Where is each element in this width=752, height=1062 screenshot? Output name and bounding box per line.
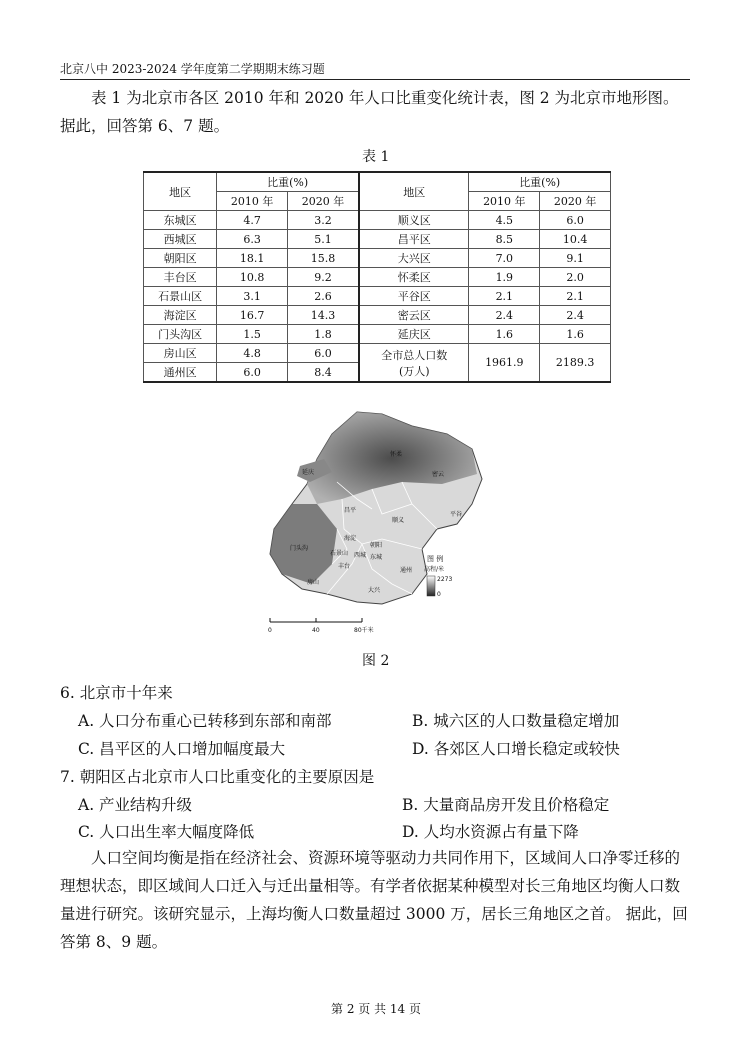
region-name: 东城区 [144, 211, 217, 230]
col-2020-left: 2020 年 [288, 192, 360, 211]
region-name: 大兴区 [359, 249, 469, 268]
legend-max: 2273 [437, 576, 453, 583]
table-row [144, 211, 611, 230]
passage-2: 人口空间均衡是指在经济社会、资源环境等驱动力共同作用下，区域间人口净零迁移的理想状态，即区域间人口迁入与迁出量相等。有学者依据某种模型对长三角地区均衡人口数量进行研究。该研究显示，上海均衡人口数量超过 3000 万，居长三角地区之首。 据此，回答第 8、9 题。 [60, 849, 688, 951]
label-chaoyang: 朝阳 [370, 542, 383, 549]
label-fangshan: 房山 [307, 579, 320, 586]
value-2020: 6.0 [288, 344, 360, 363]
value-2010: 10.8 [217, 268, 288, 287]
col-share-left: 比重(%) [217, 172, 359, 192]
total-label-line2: (万人) [398, 364, 430, 378]
label-fengtai: 丰台 [338, 563, 351, 570]
total-2010: 1961.9 [469, 344, 540, 383]
table-row [144, 249, 611, 268]
scale-80: 80千米 [354, 627, 374, 634]
value-2010: 2.4 [469, 306, 540, 325]
label-dongcheng: 东城 [370, 554, 383, 561]
legend-ramp [427, 576, 435, 596]
region-name: 门头沟区 [144, 325, 217, 344]
q6-option-a: A. 人口分布重心已转移到东部和南部 [78, 712, 332, 730]
label-haidian: 海淀 [344, 535, 357, 542]
value-2010: 4.7 [217, 211, 288, 230]
scale-bar [268, 618, 374, 634]
value-2010: 6.0 [217, 363, 288, 383]
page-footer: 第 2 页 共 14 页 [331, 1002, 421, 1016]
beijing-terrain-map [262, 404, 492, 634]
value-2020: 1.8 [288, 325, 360, 344]
value-2010: 4.5 [469, 211, 540, 230]
question-6-stem: 6. 北京市十年来 [60, 684, 173, 702]
col-share-right: 比重(%) [469, 172, 611, 192]
total-2020: 2189.3 [540, 344, 611, 383]
region-name: 平谷区 [359, 287, 469, 306]
value-2010: 7.0 [469, 249, 540, 268]
value-2010: 2.1 [469, 287, 540, 306]
label-mentougou: 门头沟 [290, 545, 309, 552]
population-table [143, 171, 611, 383]
label-yanqing: 延庆 [302, 469, 315, 476]
value-2010: 1.6 [469, 325, 540, 344]
value-2020: 15.8 [288, 249, 360, 268]
label-miyun: 密云 [432, 471, 445, 478]
col-2010-left: 2010 年 [217, 192, 288, 211]
value-2020: 8.4 [288, 363, 360, 383]
value-2010: 1.9 [469, 268, 540, 287]
region-name: 延庆区 [359, 325, 469, 344]
region-name: 石景山区 [144, 287, 217, 306]
region-name: 昌平区 [359, 230, 469, 249]
value-2020: 2.1 [540, 287, 611, 306]
region-name: 顺义区 [359, 211, 469, 230]
value-2020: 2.6 [288, 287, 360, 306]
region-name: 西城区 [144, 230, 217, 249]
region-name: 通州区 [144, 363, 217, 383]
value-2020: 5.1 [288, 230, 360, 249]
value-2020: 14.3 [288, 306, 360, 325]
region-name: 丰台区 [144, 268, 217, 287]
scale-0: 0 [268, 627, 272, 634]
q6-option-c: C. 昌平区的人口增加幅度最大 [78, 740, 286, 758]
q7-option-c: C. 人口出生率大幅度降低 [78, 823, 255, 841]
label-huairou: 怀柔 [390, 451, 403, 458]
value-2010: 16.7 [217, 306, 288, 325]
value-2020: 2.0 [540, 268, 611, 287]
legend-subtitle: 高程/米 [424, 566, 445, 573]
col-2010-right: 2010 年 [469, 192, 540, 211]
value-2020: 2.4 [540, 306, 611, 325]
total-label [359, 344, 469, 383]
value-2010: 6.3 [217, 230, 288, 249]
region-name: 密云区 [359, 306, 469, 325]
legend-title: 图 例 [427, 555, 444, 563]
label-tongzhou: 通州 [400, 567, 413, 574]
value-2020: 1.6 [540, 325, 611, 344]
table-caption: 表 1 [362, 149, 390, 165]
scale-40: 40 [312, 627, 320, 634]
label-daxing: 大兴 [368, 587, 381, 594]
value-2020: 9.2 [288, 268, 360, 287]
col-region-left: 地区 [144, 172, 217, 211]
col-2020-right: 2020 年 [540, 192, 611, 211]
col-region-right: 地区 [359, 172, 469, 211]
table-row [144, 344, 611, 363]
label-shunyi: 顺义 [392, 517, 405, 524]
q6-option-d: D. 各郊区人口增长稳定或较快 [412, 740, 620, 758]
q7-option-a: A. 产业结构升级 [78, 796, 193, 814]
q7-option-d: D. 人均水资源占有量下降 [402, 823, 579, 841]
region-name: 怀柔区 [359, 268, 469, 287]
region-name: 海淀区 [144, 306, 217, 325]
total-label-line1: 全市总人口数 [381, 348, 448, 362]
table-row [144, 230, 611, 249]
label-xicheng: 西城 [354, 552, 367, 559]
intro-paragraph: 表 1 为北京市各区 2010 年和 2020 年人口比重变化统计表，图 2 为北京市地形图。据此，回答第 6、7 题。 [60, 89, 679, 135]
value-2020: 10.4 [540, 230, 611, 249]
page-header: 北京八中 2023-2024 学年度第二学期期末练习题 [60, 60, 690, 80]
value-2010: 1.5 [217, 325, 288, 344]
table-row [144, 268, 611, 287]
value-2010: 3.1 [217, 287, 288, 306]
legend-min: 0 [437, 591, 441, 598]
value-2020: 9.1 [540, 249, 611, 268]
label-pinggu: 平谷 [450, 511, 463, 518]
q6-option-b: B. 城六区的人口数量稳定增加 [412, 712, 620, 730]
figure-caption: 图 2 [362, 653, 390, 669]
region-name: 房山区 [144, 344, 217, 363]
table-row [144, 287, 611, 306]
label-shijingshan: 石景山 [330, 550, 349, 557]
table-row [144, 306, 611, 325]
q7-option-b: B. 大量商品房开发且价格稳定 [402, 796, 610, 814]
question-7-stem: 7. 朝阳区占北京市人口比重变化的主要原因是 [60, 768, 375, 786]
value-2010: 8.5 [469, 230, 540, 249]
table-row [144, 325, 611, 344]
value-2010: 18.1 [217, 249, 288, 268]
region-name: 朝阳区 [144, 249, 217, 268]
value-2020: 3.2 [288, 211, 360, 230]
value-2020: 6.0 [540, 211, 611, 230]
value-2010: 4.8 [217, 344, 288, 363]
label-changping: 昌平 [344, 507, 357, 514]
map-legend [424, 554, 452, 598]
